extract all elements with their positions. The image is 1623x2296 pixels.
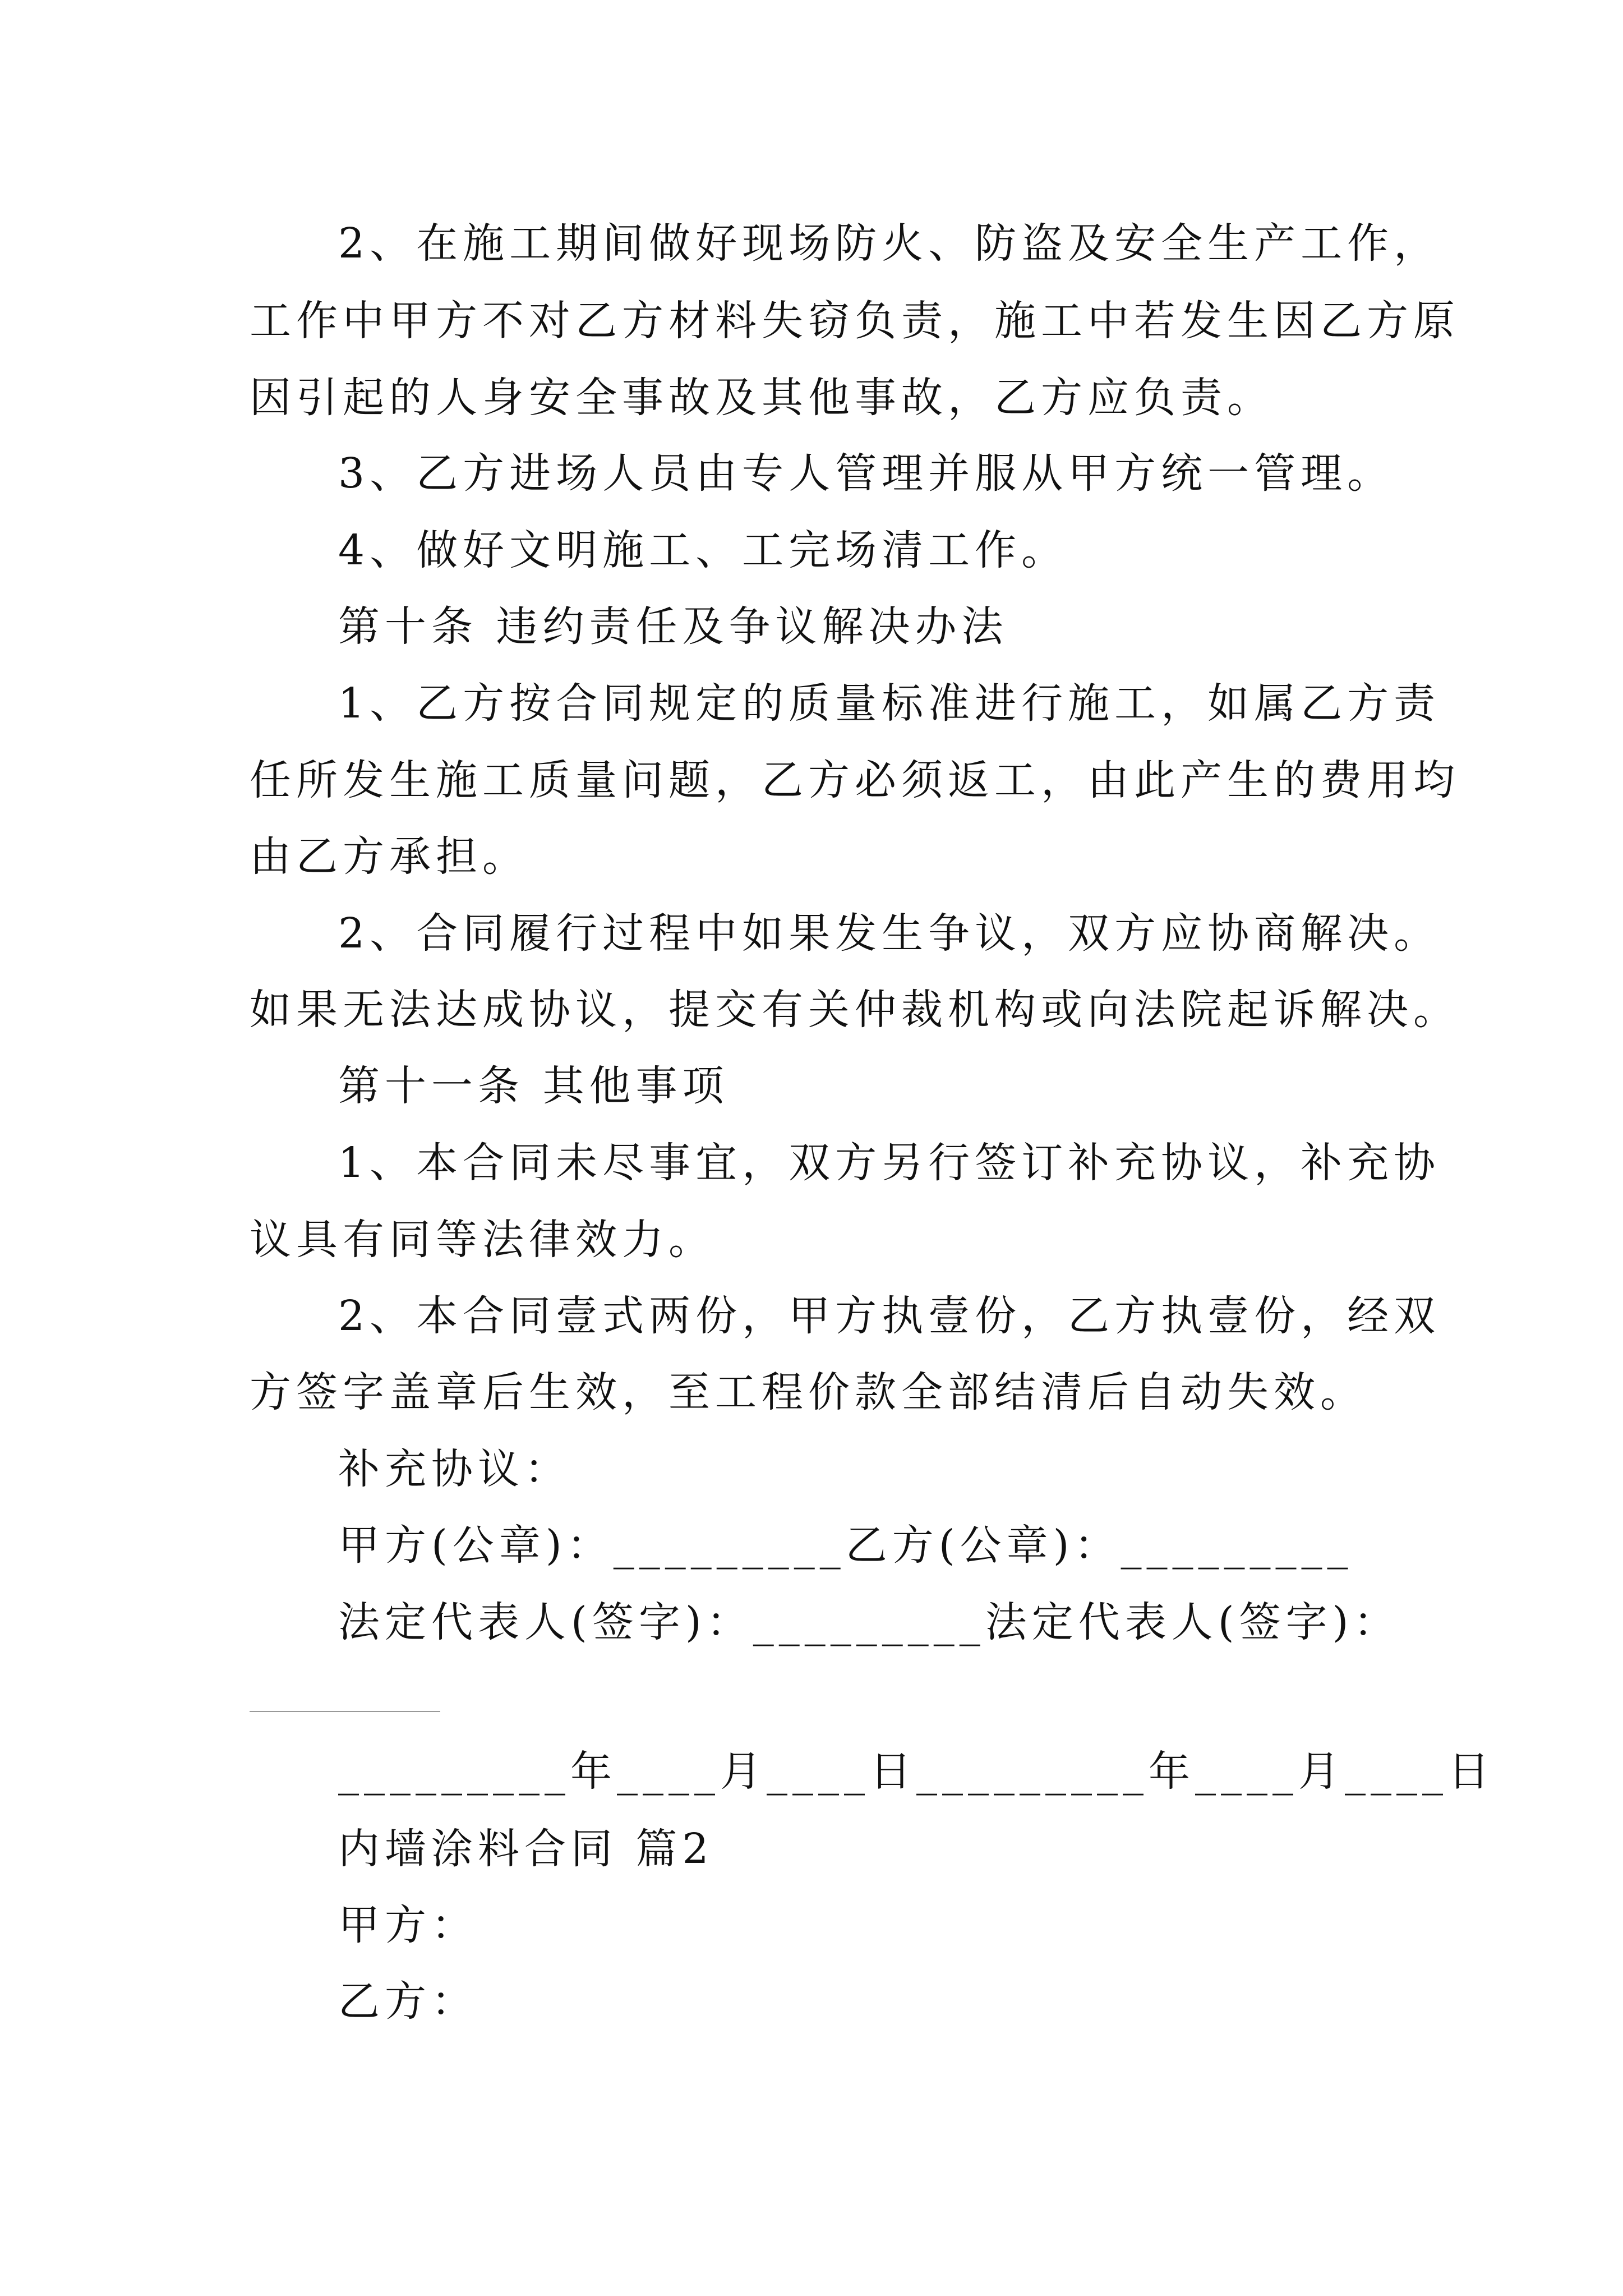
party-b-label: 乙方：: [338, 1977, 478, 2026]
paragraph-line: 1、本合同未尽事宜，双方另行签订补充协议，补充协: [338, 1139, 1441, 1187]
paragraph-line: 方签字盖章后生效，至工程价款全部结清后自动失效。: [250, 1368, 1367, 1416]
paragraph-line: 如果无法达成协议，提交有关仲裁机构或向法院起诉解决。: [250, 986, 1460, 1034]
paragraph-line: 4、做好文明施工、工完场清工作。: [338, 526, 1068, 574]
paragraph-line: 因引起的人身安全事故及其他事故，乙方应负责。: [250, 374, 1274, 422]
party-a-label: 甲方：: [338, 1901, 478, 1949]
paragraph-line: 由乙方承担。: [250, 832, 529, 881]
paragraph-line: 2、在施工期间做好现场防火、防盗及安全生产工作，: [338, 219, 1441, 268]
paragraph-line: 工作中甲方不对乙方材料失窃负责，施工中若发生因乙方原: [250, 297, 1460, 345]
seal-line: 甲方(公章)：_________乙方(公章)：_________: [338, 1521, 1353, 1570]
contract-title: 内墙涂料合同 篇2: [338, 1825, 714, 1873]
paragraph-line: 1、乙方按合同规定的质量标准进行施工，如属乙方责: [338, 679, 1441, 728]
supplement-heading: 补充协议：: [338, 1445, 571, 1493]
paragraph-line: 任所发生施工质量问题，乙方必须返工，由此产生的费用均: [250, 756, 1460, 804]
paragraph-line: 议具有同等法律效力。: [250, 1216, 715, 1264]
date-line: _________年____月____日_________年____月____日: [338, 1747, 1495, 1796]
paragraph-line: 2、本合同壹式两份，甲方执壹份，乙方执壹份，经双: [338, 1292, 1441, 1340]
signature-line: 法定代表人(签字)：_________法定代表人(签字)：: [338, 1598, 1400, 1646]
section-heading: 第十条 违约责任及争议解决办法: [338, 602, 1008, 651]
signature-blank-line: [250, 1711, 440, 1712]
paragraph-line: 3、乙方进场人员由专人管理并服从甲方统一管理。: [338, 449, 1394, 498]
section-heading: 第十一条 其他事项: [338, 1062, 729, 1110]
paragraph-line: 2、合同履行过程中如果发生争议，双方应协商解决。: [338, 909, 1441, 958]
